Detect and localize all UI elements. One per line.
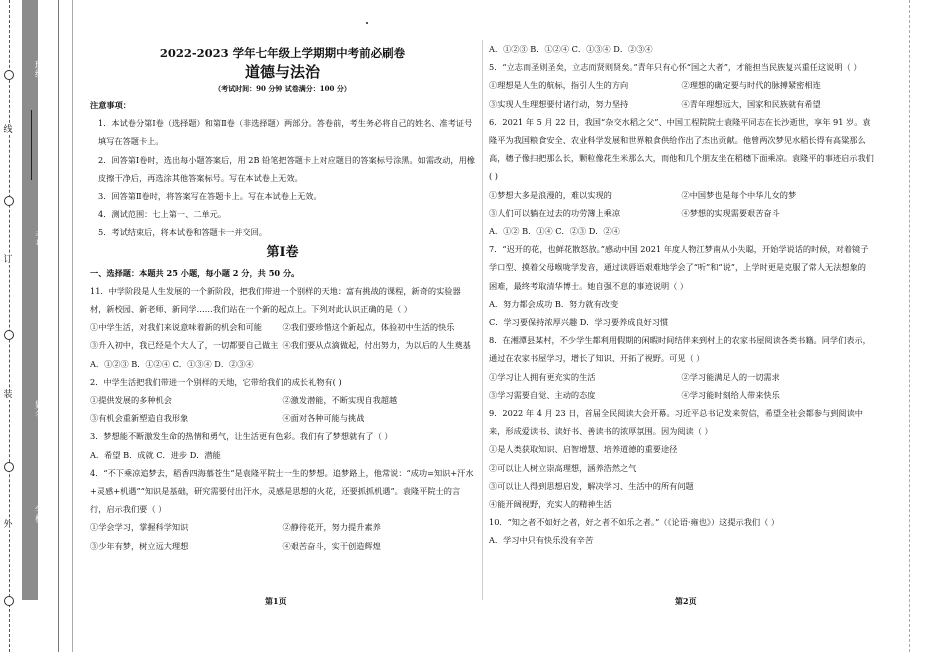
option: A．努力都会成功 B．努力就有改变 [489, 298, 619, 309]
option-row [489, 95, 874, 113]
option: ②静待花开，努力提升素养 [282, 522, 381, 533]
option: ④梦想的实现需要艰苦奋斗 [681, 207, 780, 218]
option: ④艰苦奋斗，实干创造辉煌 [282, 540, 381, 551]
answer-choices: A．①② B．①④ C．②③ D．②④ [489, 226, 620, 237]
right-column [489, 40, 874, 550]
strip-label-outer: 线 [1, 125, 15, 135]
option: ④学习能时刻给人带来快乐 [681, 389, 780, 400]
question-2: 2．中学生活把我们带进一个别样的天地，它带给我们的成长礼物有( ) [90, 376, 342, 387]
option: ②理想的确定要与时代的脉搏紧密相连 [681, 80, 821, 91]
exam-title: 2022-2023 学年七年级上学期期中考前必刷卷 [159, 46, 406, 60]
notice-item: 3．回答第Ⅱ卷时，将答案写在答题卡上。写在本试卷上无效。 [98, 191, 322, 202]
column-divider [482, 40, 483, 600]
notice-item: 2．回答第Ⅰ卷时，选出每小题答案后，用 2B 铅笔把答题卡上对应题目的答案标号涂黑。如需改动，用橡皮擦干净后，再选涂其他答案标号。写在本试卷上无效。 [98, 154, 475, 183]
option: ①学习让人拥有更充实的生活 [489, 371, 596, 382]
option: ②可以让人树立崇高理想，涵养浩然之气 [489, 462, 637, 473]
option: ③学习需要自觉、主动的态度 [489, 389, 596, 400]
option: ④面对各种可能与挑战 [282, 413, 365, 424]
option-row [90, 391, 475, 409]
option: ④青年理想远大，国家和民族就有希望 [681, 98, 821, 109]
strip-label-line: 外 [1, 520, 15, 530]
option: ①梦想大多是浪漫的，难以实现的 [489, 189, 612, 200]
question-7: 7．“迟开的花，也鲜花散怒放。”感动中国 2021 年度人物江梦南从小失聪，开始学说话的时候，对着镜子学口型、摸着父母喉咙学发音，通过读唇语艰难地学会了“听”和“说”，上学时更是克服了常人无法想象的困难，最终考取清华博士。她自强不息的事迹说明（ ） [489, 244, 869, 291]
strip-label-order: 订 [1, 255, 15, 265]
volume-heading: 第Ⅰ卷 [266, 244, 299, 260]
field-underline [31, 110, 32, 180]
ring-icon [4, 596, 14, 606]
option-row [489, 186, 874, 204]
binding-line [58, 0, 59, 652]
question-3: 3．梦想能不断激发生命的热情和勇气，让生活更有色彩。我们有了梦想就有了（ ） [90, 431, 393, 442]
name-field-label: 姓名： [33, 400, 43, 427]
page-number-left: 第1页 [265, 596, 287, 606]
question-11: 11．中学阶段是人生发展的一个新阶段，把我们带进一个别样的天地：富有挑战的课程，新奇的实验器材，新校园、新老师、新同学……我们站在一个新的起点上。下列对此认识正确的是（ ） [90, 285, 461, 315]
option: ①中学生活，对我们来说意味着新的机会和可能 [90, 322, 262, 333]
ring-icon [4, 462, 14, 472]
option-row [90, 409, 475, 427]
option-row [90, 336, 475, 354]
left-column [90, 40, 475, 555]
question-10: 10．“知之者不如好之者，好之者不如乐之者。”（《论语·雍也》）这提示我们（ ） [489, 517, 780, 528]
option: ④能开阔视野，充实人的精神生活 [489, 499, 612, 510]
option: ①提供发展的多种机会 [90, 395, 172, 406]
class-field-label: 班级： [33, 60, 43, 87]
option: C．学习要保持浓厚兴趣 D．学习要养成良好习惯 [489, 317, 669, 328]
school-field-label: 学校： [33, 505, 43, 532]
option-row [489, 204, 874, 222]
exam-meta: （考试时间：90 分钟 试卷满分：100 分） [214, 84, 351, 93]
option-row [489, 368, 874, 386]
subject-title: 道德与法治 [244, 63, 320, 81]
page-number-right: 第2页 [675, 596, 697, 606]
option: ①学会学习，掌握科学知识 [90, 522, 189, 533]
option: A．学习中只有快乐没有辛苦 [489, 535, 594, 546]
option: ③人们可以躺在过去的功劳簿上乘凉 [489, 207, 621, 218]
option: ③可以让人得到思想启发，解决学习、生活中的所有问题 [489, 480, 694, 491]
section-heading: 一、选择题：本题共 25 小题，每小题 2 分，共 50 分。 [90, 267, 300, 278]
option-row [90, 518, 475, 536]
ring-icon [4, 70, 14, 80]
option: ③升入初中，我已经是个大人了，一切都要自己做主 [90, 340, 279, 351]
answer-choices: A．希望 B．成就 C．进步 D．潜能 [90, 449, 221, 460]
cut-line [9, 0, 10, 652]
option: ①是人类获取知识、启智增慧、培养道德的重要途径 [489, 444, 678, 455]
mark-dot [366, 22, 368, 24]
binding-strip [0, 0, 75, 652]
answer-choices: A．①②③ B．①②④ C．①③④ D．②③④ [489, 44, 653, 54]
option-row [90, 318, 475, 336]
question-5: 5．“立志而圣则圣矣，立志而贤则贤矣。”青年只有心怀“国之大者”，才能担当民族复兴重任这说明（ ） [489, 62, 862, 73]
notice-item: 1．本试卷分第Ⅰ卷（选择题）和第Ⅱ卷（非选择题）两部分。答卷前，考生务必将自己的姓名、准考证号填写在答题卡上。 [98, 118, 473, 147]
option-row [489, 386, 874, 404]
question-6: 6．2021 年 5 月 22 日，我国“杂交水稻之父”、中国工程院院士袁隆平同志在长沙逝世，享年 91 岁。袁隆平为我国粮食安全、农业科学发展和世界粮食供给作出了杰出贡献。他曾两次梦见水稻长得有高粱那么高，穗子像扫把那么长，颗粒像花生米那么大，而他和几个朋友坐在稻穗下面乘凉。袁隆平的事迹启示我们( ) [489, 116, 874, 182]
option: ②中国梦也是每个中华儿女的梦 [681, 189, 797, 200]
answer-choices: A．①②③ B．①②④ C．①③④ D．②③④ [90, 358, 254, 369]
option: ③有机会重新塑造自我形象 [90, 413, 189, 424]
option: ②我们要珍惜这个新起点，体验初中生活的快乐 [282, 322, 455, 333]
question-9: 9．2022 年 4 月 23 日，首届全民阅读大会开幕。习近平总书记发来贺信，希望全社会都参与到阅读中来，形成爱读书、读好书、善读书的浓厚氛围。因为阅读（ ） [489, 408, 863, 437]
option-row [489, 76, 874, 94]
question-8: 8．在湘潭县某村，不少学生都利用假期的闲暇时间结伴来到村上的农家书屋阅读各类书籍。同学们表示，通过在农家书屋学习，增长了知识、开拓了视野。可见（ ） [489, 335, 871, 364]
option: ③少年有梦，树立远大理想 [90, 540, 189, 551]
notice-heading: 注意事项： [90, 100, 131, 110]
margin-line [72, 0, 73, 652]
option: ②激发潜能，不断实现自我超越 [282, 395, 398, 406]
option: ③实现人生理想要付诸行动，努力坚持 [489, 98, 629, 109]
question-4: 4．“不下乘凉追梦去，稻香四海慕苍生”是袁隆平院士一生的梦想。追梦路上，他常说：“成功=知识+汗水+灵感+机遇”“知识是基础，研究需要付出汗水，灵感是思想的火花，还要抓抓机遇”。袁隆平院士的言行，启示我们要（ ） [90, 467, 474, 515]
notice-item: 4．测试范围：七上第一、二单元。 [98, 209, 227, 220]
option: ④我们要从点滴做起，付出努力，为以后的人生奠基 [282, 340, 471, 351]
option: ②学习能满足人的一切需求 [681, 371, 780, 382]
option: ①理想是人生的航标，指引人生的方向 [489, 80, 629, 91]
ring-icon [4, 196, 14, 206]
strip-label-bind: 装 [1, 390, 15, 400]
right-cut-line [909, 0, 910, 652]
ring-icon [4, 330, 14, 340]
exam-number-field-label: 考号： [33, 230, 43, 257]
notice-item: 5．考试结束后，将本试卷和答题卡一并交回。 [98, 227, 267, 238]
option-row [90, 537, 475, 555]
